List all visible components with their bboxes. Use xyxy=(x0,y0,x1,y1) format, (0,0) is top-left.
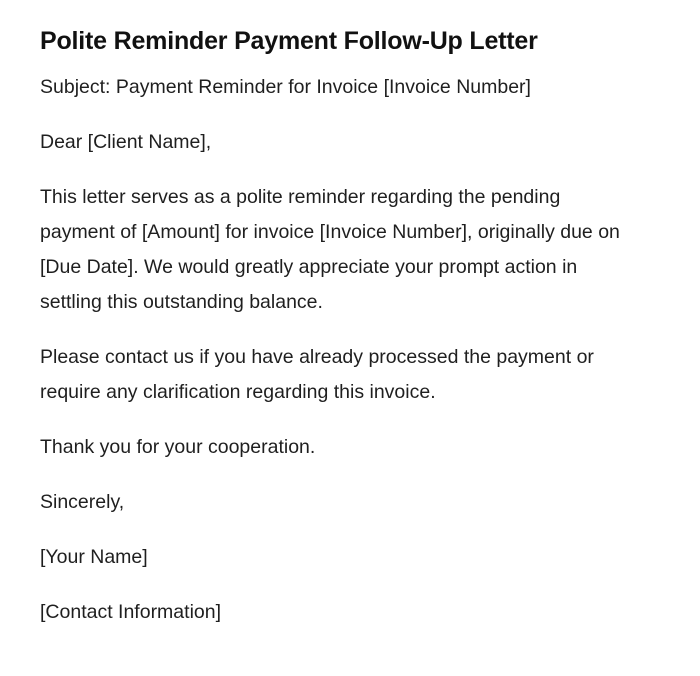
thanks-line: Thank you for your cooperation. xyxy=(40,436,316,458)
sender-name: [Your Name] xyxy=(40,546,148,568)
closing-line: Sincerely, xyxy=(40,491,125,513)
letter-title: Polite Reminder Payment Follow-Up Letter xyxy=(40,27,538,55)
contact-information: [Contact Information] xyxy=(40,601,222,623)
body-paragraph-contact: Please contact us if you have already processed the payment or require any clarification regarding this invoice. xyxy=(40,346,594,403)
letter-document xyxy=(40,24,640,630)
body-paragraph-reminder: This letter serves as a polite reminder regarding the pending payment of [Amount] for invoice [Invoice Number], originally due on [Due Date]. We would greatly appreciate your prompt action in settling this outstanding balance. xyxy=(40,186,620,313)
salutation: Dear [Client Name], xyxy=(40,131,212,153)
subject-line: Subject: Payment Reminder for Invoice [Invoice Number] xyxy=(40,76,531,98)
